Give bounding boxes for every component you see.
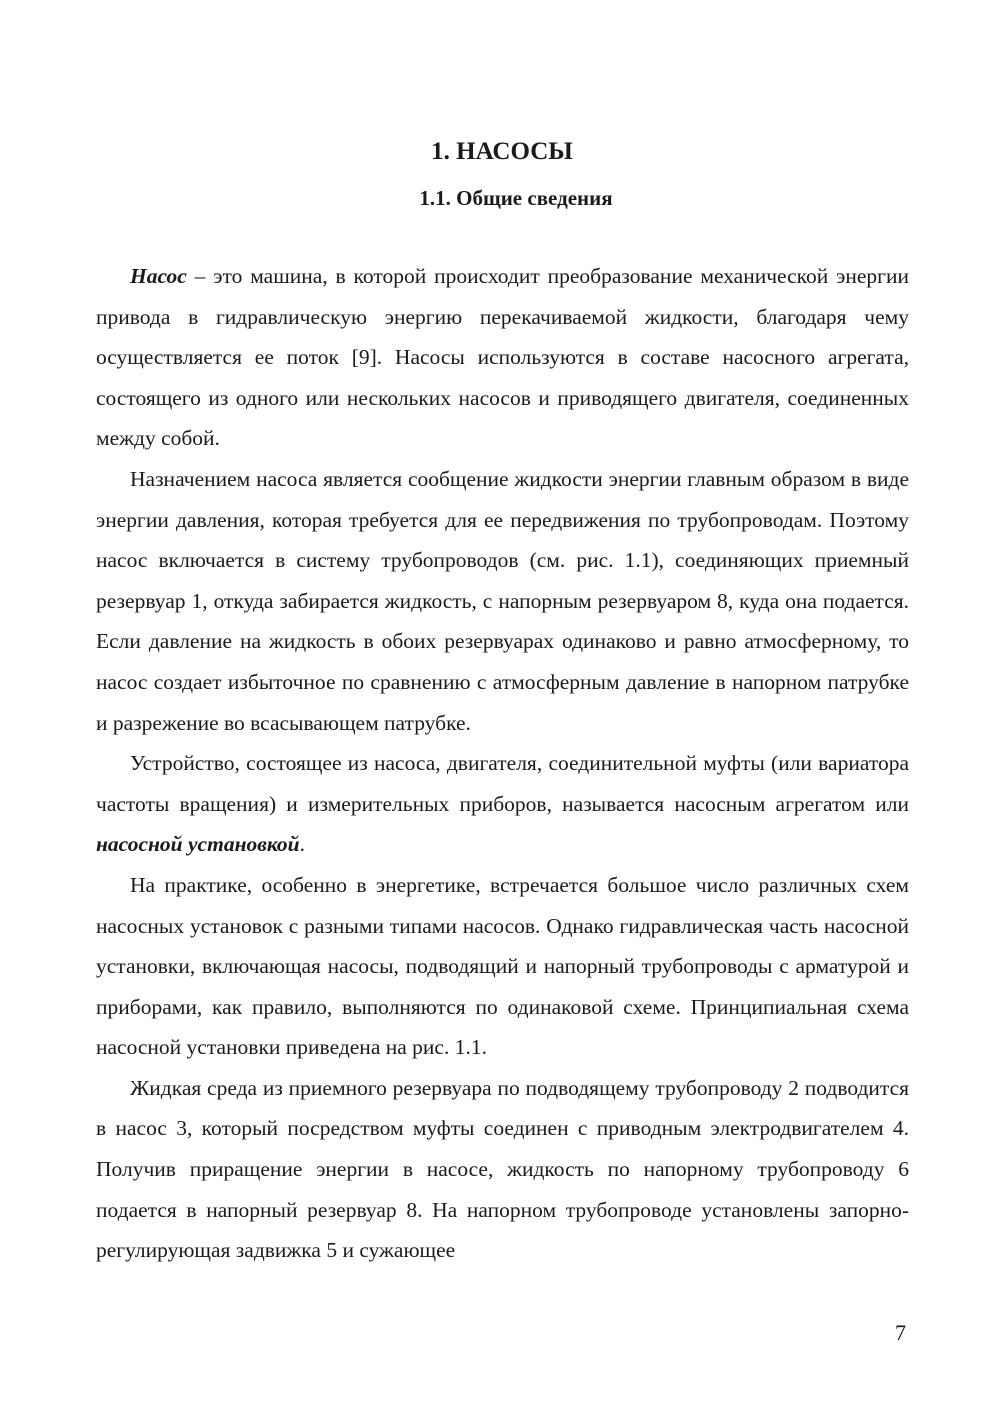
paragraph-3-text: Устройство, состоящее из насоса, двигателя, соединительной муфты (или вариатора частоты вращения) и измерительных приборов, называется насосным агрегатом или: [96, 751, 909, 816]
paragraph-4: [96, 865, 909, 1068]
paragraph-5-text: Жидкая среда из приемного резервуара по подводящему трубопроводу 2 подводится в насос 3, который посредством муфты соединен с приводным электродвигателем 4. Получив приращение энергии в насосе, жидкость по напорному трубопроводу 6 подается в напорный резервуар 8. На напорном трубопроводе установлены запорно-регулирующая задвижка 5 и сужающее: [96, 1075, 909, 1263]
chapter-title: 1. НАСОСЫ: [431, 138, 573, 165]
paragraph-3-tail: .: [299, 832, 306, 857]
paragraph-1: [96, 256, 909, 459]
paragraph-4-text: На практике, особенно в энергетике, встречается большое число различных схем насосных установок с разными типами насосов. Однако гидравлическая часть насосной установки, включающая насосы, подводящий и напорный трубопроводы с арматурой и приборами, как правило, выполняются по одинаковой схеме. Принципиальная схема насосной установки приведена на рис. 1.1.: [96, 872, 909, 1060]
paragraph-1-text: – это машина, в которой происходит преобразование механической энергии привода в гидравлическую энергию перекачиваемой жидкости, благодаря чему осуществляется ее поток [9]. Насосы используются в составе насосного агрегата, состоящего из одного или нескольких насосов и приводящего двигателя, соединенных между собой.: [96, 264, 909, 451]
term-nasos: Насос: [130, 264, 187, 288]
term-nasosnaya-ustanovka: насосной установкой: [96, 832, 300, 857]
section-title: 1.1. Общие сведения: [419, 186, 613, 210]
page-number: 7: [895, 1320, 906, 1345]
paragraph-2-text: Назначением насоса является сообщение жидкости энергии главным образом в виде энергии давления, которая требуется для ее передвижения по трубопроводам. Поэтому насос включается в систему трубопроводов (см. рис. 1.1), соединяющих приемный резервуар 1, откуда забирается жидкость, с напорным резервуаром 8, куда она подается. Если давление на жидкость в обоих резервуарах одинаково и равно атмосферному, то насос создает избыточное по сравнению с атмосферным давление в напорном патрубке и разрежение во всасывающем патрубке.: [96, 466, 909, 735]
paragraph-5: [96, 1068, 909, 1271]
paragraph-2: [96, 459, 909, 743]
paragraph-3: [96, 743, 909, 865]
body-text: [96, 256, 909, 1271]
